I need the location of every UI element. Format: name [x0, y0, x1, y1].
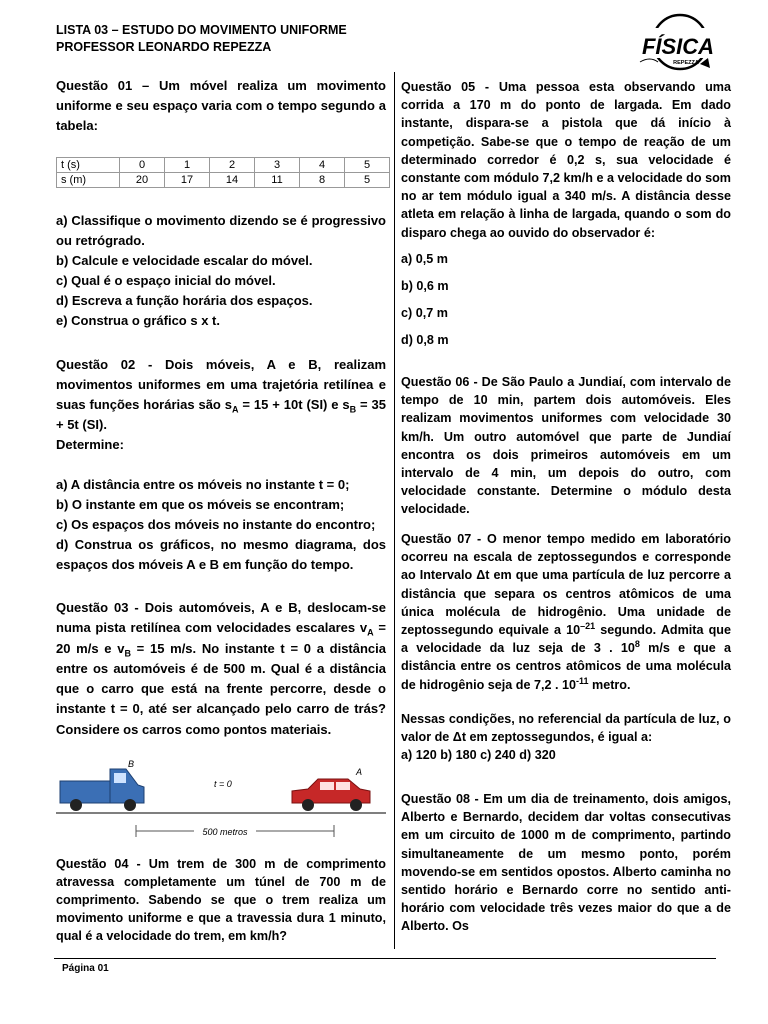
list-title: LISTA 03 – ESTUDO DO MOVIMENTO UNIFORME	[56, 23, 347, 37]
table-cell: s (m)	[57, 173, 120, 188]
list-item: c) Os espaços dos móveis no instante do encontro;	[56, 517, 376, 532]
q4-text: Questão 04 - Um trem de 300 m de comprimento atravessa completamente um túnel de 700 m de comprimento. Sabendo se que o trem realiza um movimento uniforme e que a travessia dura 1 minuto, qual é a velocidade do trem, em km/h?	[56, 857, 386, 943]
table-cell: 8	[300, 173, 345, 188]
footer-rule	[54, 958, 716, 959]
document-header	[56, 22, 347, 56]
list-item: d) Construa os gráficos, no mesmo diagrama, dos espaços dos móveis A e B em função do tempo.	[56, 537, 386, 572]
q7-text-a: Questão 07 - O menor tempo medido em laboratório ocorreu na escala de zeptossegundos e corresponde ao Intervalo Δt em que uma partícula de luz percorre a distância que separa os centros atômicos de uma única molécula de hidrogênio. Uma unidade de zeptossegundo equivale a 10	[401, 532, 731, 638]
page-number: Página 01	[62, 963, 109, 974]
list-item: d) Escreva a função horária dos espaços.	[56, 293, 313, 308]
red-car-icon	[292, 779, 370, 811]
table-row	[57, 158, 390, 173]
table-cell: t (s)	[57, 158, 120, 173]
q7-exp-3: -11	[575, 675, 589, 686]
table-cell: 11	[255, 173, 300, 188]
question-08	[401, 790, 731, 936]
question-02	[56, 355, 386, 575]
q1-data-table	[56, 157, 390, 188]
label-b: B	[128, 759, 135, 769]
logo-subtext: REPEZZA	[673, 60, 699, 66]
q7-text-d: metro.	[588, 677, 631, 692]
q2-text-b: = 15 + 10t (SI) e s	[238, 397, 350, 412]
q3-text-b: = 20 m/s e v	[56, 620, 386, 656]
q1-items	[56, 211, 386, 331]
logo-text: FÍSICA	[641, 34, 715, 59]
q7-options: a) 120 b) 180 c) 240 d) 320	[401, 748, 556, 763]
list-item: b) Calcule e velocidade escalar do móvel.	[56, 253, 313, 268]
question-06	[401, 373, 731, 519]
option-item: d) 0,8 m	[401, 333, 449, 348]
question-01	[56, 76, 386, 136]
option-item: c) 0,7 m	[401, 306, 448, 321]
label-distance: 500 metros	[202, 827, 248, 837]
q1-table-wrap	[56, 157, 390, 188]
cars-illustration	[56, 755, 386, 845]
list-item: a) A distância entre os móveis no instante t = 0;	[56, 477, 350, 492]
table-cell: 17	[165, 173, 210, 188]
q3-text	[56, 598, 386, 740]
q7-question: Nessas condições, no referencial da partícula de luz, o valor de Δt em zeptossegundos, é igual a:	[401, 711, 731, 745]
q2-sub-b: B	[349, 404, 357, 415]
question-05	[401, 78, 731, 350]
label-a: A	[356, 767, 363, 777]
q3-text-c: = 15 m/s. No instante t = 0 a distância entre os automóveis é de 500 m. Qual é a distância que o carro que está na frente percorre, desde o instante t = 0, até ser alcançado pelo carro de trás? Considere os carros como pontos materiais.	[56, 640, 387, 737]
question-03	[56, 598, 386, 740]
table-cell: 3	[255, 158, 300, 173]
column-divider	[394, 72, 395, 949]
q3-sub-b: B	[124, 648, 131, 659]
list-item: e) Construa o gráfico s x t.	[56, 313, 220, 328]
label-t0: t = 0	[214, 779, 232, 789]
option-item: a) 0,5 m	[401, 251, 448, 266]
table-cell: 5	[345, 173, 390, 188]
table-cell: 1	[165, 158, 210, 173]
table-cell: 20	[120, 173, 165, 188]
q1-intro: Questão 01 – Um móvel realiza um movimento uniforme e seu espaço varia com o tempo segundo a tabela:	[56, 78, 386, 133]
q7-exp-1: –21	[580, 620, 596, 631]
blue-truck-icon	[60, 769, 144, 811]
question-07	[401, 530, 731, 764]
table-cell: 5	[345, 158, 390, 173]
q2-text-c: = 35 + 5t (SI).	[56, 397, 387, 432]
fisica-logo	[636, 12, 718, 76]
question-04	[56, 855, 386, 945]
q3-sub-a: A	[367, 627, 374, 638]
q8-text: Questão 08 - Em um dia de treinamento, dois amigos, Alberto e Bernardo, decidem dar voltas consecutivas em um circuito de 1000 m de comprimento, partindo simultaneamente de um mesmo ponto, porém movendo-se em sentidos opostos. Alberto caminha no sentido horário e Bernardo corre no sentido anti-horário com velocidade três vezes maior do que a de Alberto. Os	[401, 792, 731, 934]
q7-exp-2: 8	[634, 639, 640, 650]
table-row	[57, 173, 390, 188]
q7-text-c: m/s e que a distância entre os centros atômicos de uma molécula de hidrogênio seja de 7,2 . 10	[401, 641, 731, 692]
q6-text: Questão 06 - De São Paulo a Jundiaí, com intervalo de tempo de 10 min, partem dois automóveis. Eles realizam movimentos uniformes com velocidade 30 km/h. Um outro automóvel que parte de Jundiaí encontra os dois primeiros automóveis em um intervalo de 4 min, um depois do outro, com velocidade constante. Determine o módulo desta velocidade.	[401, 375, 731, 517]
q7-text	[401, 530, 731, 694]
table-cell: 4	[300, 158, 345, 173]
q2-text-a: Questão 02 - Dois móveis, A e B, realizam movimentos uniformes em uma trajetória retilínea e suas funções horárias são s	[56, 357, 386, 412]
table-cell: 0	[120, 158, 165, 173]
table-cell: 2	[210, 158, 255, 173]
q7-text-b: segundo. Admita que a velocidade da luz seja de 3 . 10	[401, 623, 731, 656]
list-item: b) O instante em que os móveis se encontram;	[56, 497, 345, 512]
professor-name: PROFESSOR LEONARDO REPEZZA	[56, 40, 272, 54]
table-cell: 14	[210, 173, 255, 188]
q5-text: Questão 05 - Uma pessoa esta observando uma corrida a 170 m do ponto de largada. Em dado instante, dispara-se a pistola que dá início à competição. Sabe-se que o tempo de reação de um determinado corredor é 0,2 s, sua velocidade é constante com módulo 7,2 km/h e a velocidade do som no ar tem módulo igual a 340 m/s. A distância desse atleta em relação à linha de largada, quando o som do disparo chega ao ouvido do observador é:	[401, 80, 731, 240]
q3-text-a: Questão 03 - Dois automóveis, A e B, deslocam-se numa pista retilínea com velocidades escalares v	[56, 600, 386, 636]
q2-intro	[56, 355, 386, 435]
option-item: b) 0,6 m	[401, 279, 449, 294]
q2-determine: Determine:	[56, 437, 124, 452]
list-item: a) Classifique o movimento dizendo se é progressivo ou retrógrado.	[56, 213, 386, 248]
list-item: c) Qual é o espaço inicial do móvel.	[56, 273, 276, 288]
q2-sub-a: A	[232, 404, 239, 415]
